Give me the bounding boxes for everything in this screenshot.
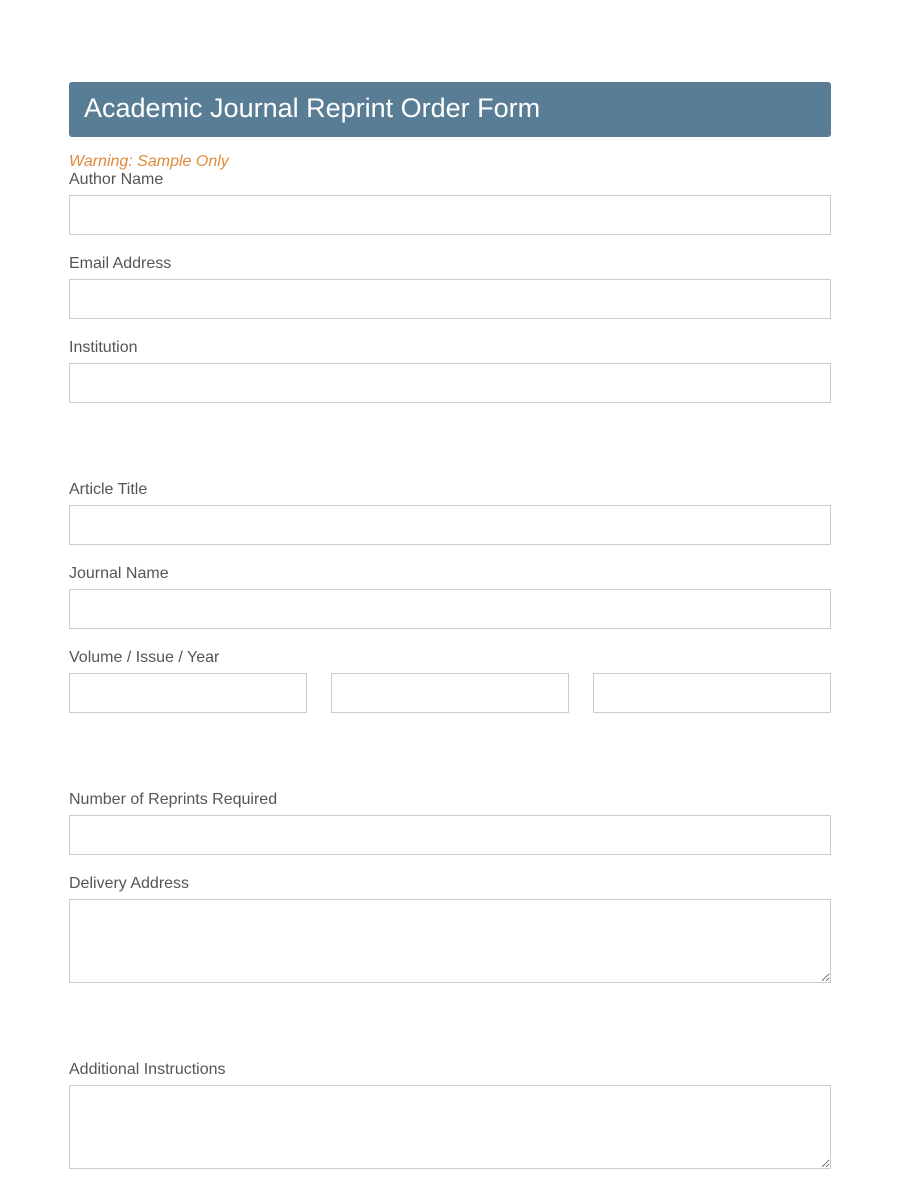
- journal-name-label: Journal Name: [69, 565, 169, 582]
- reprints-input[interactable]: [69, 815, 831, 855]
- article-title-label: Article Title: [69, 481, 148, 498]
- journal-name-input[interactable]: [69, 589, 831, 629]
- reprints-field: [69, 791, 831, 855]
- reprints-label: Number of Reprints Required: [69, 791, 278, 808]
- form-header: [69, 82, 831, 137]
- additional-instructions-label: Additional Instructions: [69, 1061, 226, 1078]
- warning-notice: Warning: Sample Only: [69, 153, 229, 170]
- article-title-field: [69, 481, 831, 545]
- author-name-label: Author Name: [69, 171, 164, 188]
- year-input[interactable]: [593, 673, 831, 713]
- institution-label: Institution: [69, 339, 138, 356]
- author-name-input[interactable]: [69, 195, 831, 235]
- delivery-address-label: Delivery Address: [69, 875, 190, 892]
- volume-issue-year-row: [69, 673, 831, 713]
- email-field: [69, 255, 831, 319]
- email-input[interactable]: [69, 279, 831, 319]
- form-title: Academic Journal Reprint Order Form: [84, 93, 541, 123]
- delivery-address-field: [69, 875, 831, 983]
- article-title-input[interactable]: [69, 505, 831, 545]
- journal-name-field: [69, 565, 831, 629]
- volume-issue-year-label: Volume / Issue / Year: [69, 649, 220, 666]
- author-name-field: [69, 171, 831, 235]
- issue-input[interactable]: [331, 673, 569, 713]
- reprint-order-form: [69, 82, 831, 1189]
- institution-field: [69, 339, 831, 403]
- volume-issue-year-field: [69, 649, 831, 713]
- delivery-address-textarea[interactable]: [69, 899, 831, 983]
- email-label: Email Address: [69, 255, 172, 272]
- institution-input[interactable]: [69, 363, 831, 403]
- additional-instructions-textarea[interactable]: [69, 1085, 831, 1169]
- volume-input[interactable]: [69, 673, 307, 713]
